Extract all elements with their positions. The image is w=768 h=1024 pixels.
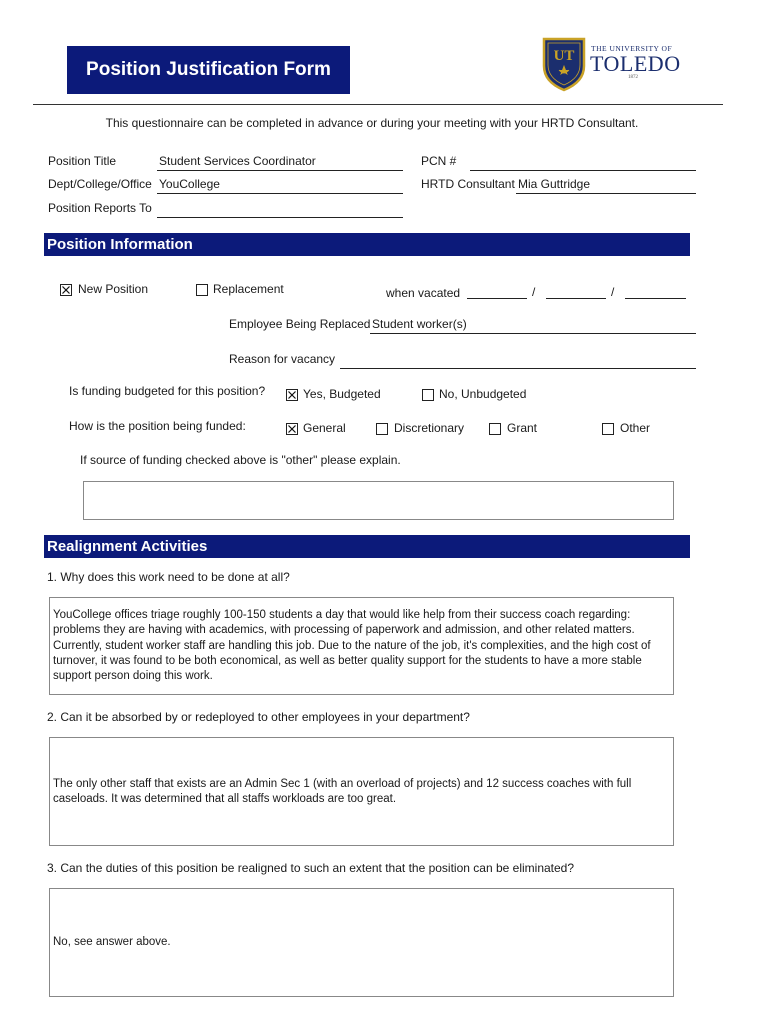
logo-year: 1872 bbox=[628, 75, 638, 80]
answer-1-textbox[interactable] bbox=[49, 597, 674, 695]
date-separator: / bbox=[611, 285, 615, 299]
other-checkbox[interactable] bbox=[602, 423, 614, 435]
question-3: 3. Can the duties of this position be realigned to such an extent that the position can be eliminated? bbox=[47, 861, 575, 875]
new-position-label: New Position bbox=[78, 282, 149, 296]
grant-label: Grant bbox=[507, 421, 538, 435]
employee-replaced-field[interactable] bbox=[370, 333, 696, 334]
general-checkbox[interactable] bbox=[286, 423, 298, 435]
grant-checkbox[interactable] bbox=[489, 423, 501, 435]
answer-1-line: problems they are having with academics, with processing of paperwork and admission, and other related matters. bbox=[53, 624, 635, 637]
answer-3-text bbox=[53, 935, 670, 950]
check-x-icon bbox=[61, 285, 71, 295]
university-logo bbox=[540, 34, 690, 94]
budgeted-question: Is funding budgeted for this position? bbox=[69, 384, 266, 398]
new-position-checkbox[interactable] bbox=[60, 284, 72, 296]
yes-budgeted-checkbox[interactable] bbox=[286, 389, 298, 401]
discretionary-checkbox[interactable] bbox=[376, 423, 388, 435]
realignment-heading: Realignment Activities bbox=[44, 535, 690, 558]
vacated-month-field[interactable] bbox=[467, 298, 527, 299]
shield-logo-icon bbox=[542, 36, 586, 92]
dept-value: YouCollege bbox=[159, 177, 220, 191]
hrtd-label: HRTD Consultant bbox=[421, 177, 515, 191]
position-title-field[interactable] bbox=[157, 170, 403, 171]
form-title: Position Justification Form bbox=[67, 46, 350, 94]
reports-to-field[interactable] bbox=[157, 217, 403, 218]
question-1: 1. Why does this work need to be done at all? bbox=[47, 570, 290, 584]
pcn-field[interactable] bbox=[470, 170, 696, 171]
other-explain-textbox[interactable] bbox=[83, 481, 674, 520]
header-divider bbox=[33, 104, 723, 105]
reason-field[interactable] bbox=[340, 368, 696, 369]
dept-field[interactable] bbox=[157, 193, 403, 194]
answer-2-text bbox=[53, 777, 670, 808]
check-x-icon bbox=[287, 390, 297, 400]
reason-label: Reason for vacancy bbox=[229, 352, 336, 366]
answer-2-line: caseloads. It was determined that all staffs workloads are too great. bbox=[53, 793, 397, 806]
no-budgeted-label: No, Unbudgeted bbox=[439, 387, 527, 401]
intro-text: This questionnaire can be completed in advance or during your meeting with your HRTD Consultant. bbox=[105, 116, 639, 130]
replacement-label: Replacement bbox=[213, 282, 284, 296]
answer-3-line: No, see answer above. bbox=[53, 936, 171, 948]
funded-question: How is the position being funded: bbox=[69, 419, 246, 433]
check-x-icon bbox=[287, 424, 297, 434]
answer-1-line: support person doing this work. bbox=[53, 670, 213, 683]
other-explain-label: If source of funding checked above is "other" please explain. bbox=[80, 453, 401, 467]
vacated-year-field[interactable] bbox=[625, 298, 686, 299]
answer-2-line: The only other staff that exists are an Admin Sec 1 (with an overload of projects) and 12 success coaches with full bbox=[53, 778, 632, 790]
answer-1-text bbox=[53, 608, 670, 684]
employee-replaced-label: Employee Being Replaced bbox=[229, 317, 371, 331]
employee-replaced-value: Student worker(s) bbox=[372, 317, 467, 331]
replacement-checkbox[interactable] bbox=[196, 284, 208, 296]
no-budgeted-checkbox[interactable] bbox=[422, 389, 434, 401]
logo-main-text: TOLEDO bbox=[590, 51, 681, 76]
yes-budgeted-label: Yes, Budgeted bbox=[303, 387, 381, 401]
date-separator: / bbox=[532, 285, 536, 299]
position-info-heading: Position Information bbox=[44, 233, 690, 256]
when-vacated-label: when vacated bbox=[386, 286, 461, 300]
answer-1-line: Currently, student worker staff are handling this job. Due to the nature of the job, it's complexities, and the high cost of bbox=[53, 639, 651, 652]
hrtd-value: Mia Guttridge bbox=[518, 177, 591, 191]
svg-text:UT: UT bbox=[553, 48, 575, 64]
question-2: 2. Can it be absorbed by or redeployed to other employees in your department? bbox=[47, 710, 470, 724]
answer-1-line: YouCollege offices triage roughly 100-150 students a day that would like help from their success coach regarding: bbox=[53, 609, 631, 621]
other-label: Other bbox=[620, 421, 651, 435]
position-title-value: Student Services Coordinator bbox=[159, 154, 316, 168]
dept-label: Dept/College/Office bbox=[48, 177, 152, 191]
discretionary-label: Discretionary bbox=[394, 421, 465, 435]
position-title-label: Position Title bbox=[48, 154, 117, 168]
general-label: General bbox=[303, 421, 346, 435]
answer-1-line: turnover, it was found to be both economical, as well as better quality support for the students to have a more stable bbox=[53, 654, 642, 667]
logo-top-text: THE UNIVERSITY OF bbox=[591, 44, 673, 53]
pcn-label: PCN # bbox=[421, 154, 457, 168]
answer-2-textbox[interactable] bbox=[49, 737, 674, 846]
reports-to-label: Position Reports To bbox=[48, 201, 152, 215]
hrtd-field[interactable] bbox=[516, 193, 696, 194]
answer-3-textbox[interactable] bbox=[49, 888, 674, 997]
vacated-day-field[interactable] bbox=[546, 298, 606, 299]
